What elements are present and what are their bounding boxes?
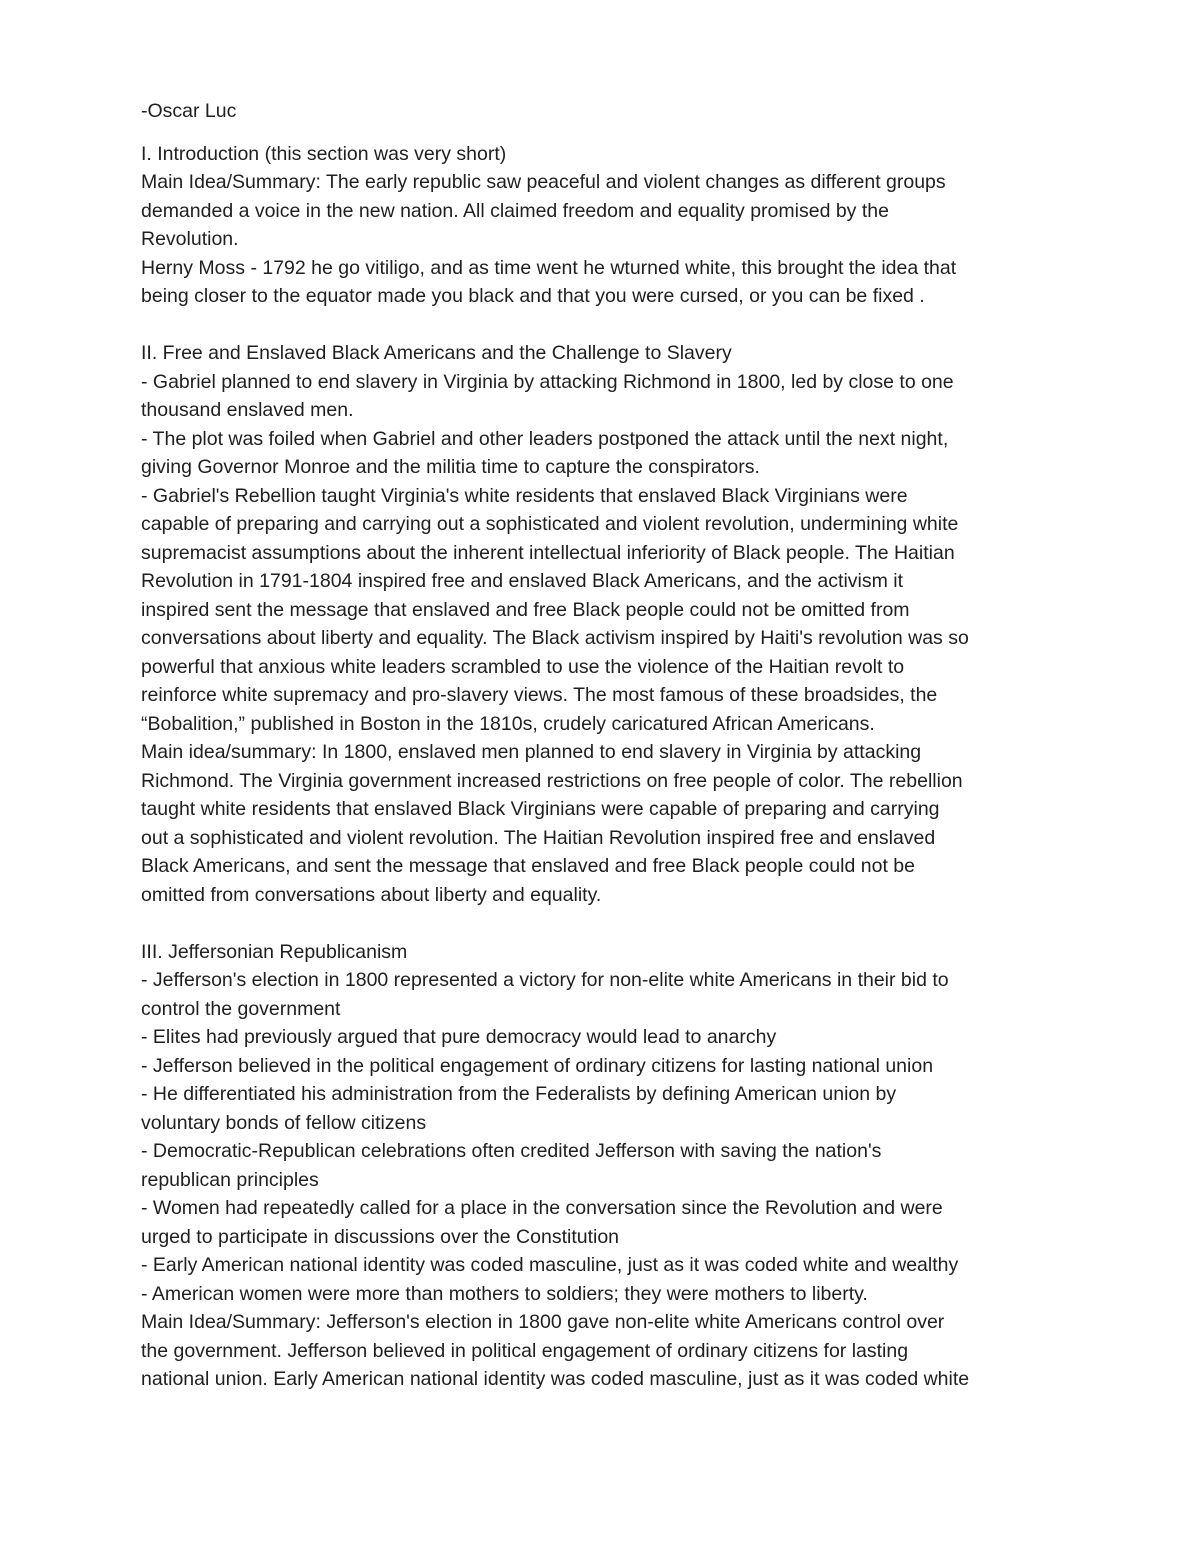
text-line: demanded a voice in the new nation. All claimed freedom and equality promised by the [141,199,889,222]
text-line: Main Idea/Summary: The early republic saw peaceful and violent changes as different groups [141,171,946,193]
text-line: inspired sent the message that enslaved and free Black people could not be omitted from [141,598,910,621]
text-line: - Gabriel planned to end slavery in Virginia by attacking Richmond in 1800, led by close to one [141,370,954,393]
text-line: being closer to the equator made you black and that you were cursed, or you can be fixed . [141,285,925,307]
text-line: voluntary bonds of fellow citizens [141,1111,427,1134]
text-line: powerful that anxious white leaders scrambled to use the violence of the Haitian revolt to [141,655,905,678]
text-line: III. Jeffersonian Republicanism [141,940,408,963]
blank-line [141,311,1071,340]
text-line: Black Americans, and sent the message that enslaved and free Black people could not be [141,855,915,877]
blank-line [141,909,1071,938]
text-line: - American women were more than mothers to soldiers; they were mothers to liberty. [141,1282,868,1305]
text-line: Main Idea/Summary: Jefferson's election in 1800 gave non-elite white Americans control over [141,1311,945,1333]
text-line: Richmond. The Virginia government increased restrictions on free people of color. The rebellion [141,769,963,792]
text-line: “Bobalition,” published in Boston in the 1810s, crudely caricatured African Americans. [141,712,875,735]
text-line: - Gabriel's Rebellion taught Virginia's white residents that enslaved Black Virginians were [141,484,908,507]
text-line: reinforce white supremacy and pro-slavery views. The most famous of these broadsides, the [141,684,938,706]
text-line: thousand enslaved men. [141,399,354,421]
text-line: omitted from conversations about liberty and equality. [141,883,602,906]
text-line: Revolution. [141,228,239,250]
text-line: - Early American national identity was coded masculine, just as it was coded white and wealthy [141,1254,959,1276]
text-line: - Jefferson's election in 1800 represented a victory for non-elite white Americans in their bid to [141,969,949,991]
text-line: I. Introduction (this section was very short) [141,142,507,165]
text-line: out a sophisticated and violent revolution. The Haitian Revolution inspired free and enslaved [141,826,936,849]
text-line: - Democratic-Republican celebrations often credited Jefferson with saving the nation's [141,1140,882,1162]
text-line: II. Free and Enslaved Black Americans and the Challenge to Slavery [141,342,732,364]
text-line: Main idea/summary: In 1800, enslaved men planned to end slavery in Virginia by attacking [141,741,922,763]
text-line: giving Governor Monroe and the militia time to capture the conspirators. [141,456,760,478]
text-line: capable of preparing and carrying out a sophisticated and violent revolution, undermining white [141,513,959,535]
text-line: supremacist assumptions about the inherent intellectual inferiority of Black people. The Haitian [141,541,955,564]
text-line: urged to participate in discussions over the Constitution [141,1225,620,1248]
text-line: republican principles [141,1168,319,1191]
text-line: the government. Jefferson believed in political engagement of ordinary citizens for lasting [141,1339,909,1362]
text-line: - He differentiated his administration from the Federalists by defining American union by [141,1083,897,1105]
text-line: - Women had repeatedly called for a place in the conversation since the Revolution and were [141,1197,943,1219]
text-line: taught white residents that enslaved Black Virginians were capable of preparing and carrying [141,798,940,820]
author-line: -Oscar Luc [141,100,237,122]
text-line: Revolution in 1791-1804 inspired free and enslaved Black Americans, and the activism it [141,570,904,592]
text-line: Herny Moss - 1792 he go vitiligo, and as time went he wturned white, this brought the idea that [141,256,957,279]
text-line: national union. Early American national identity was coded masculine, just as it was coded white [141,1368,970,1390]
text-line: - The plot was foiled when Gabriel and other leaders postponed the attack until the next night, [141,427,949,450]
text-line: - Jefferson believed in the political engagement of ordinary citizens for lasting national union [141,1054,934,1077]
text-line: - Elites had previously argued that pure democracy would lead to anarchy [141,1026,777,1048]
document-lines [141,140,1071,1394]
text-line: control the government [141,997,341,1020]
document-body [141,97,1071,1394]
text-line: conversations about liberty and equality. The Black activism inspired by Haiti's revolution was so [141,627,969,649]
